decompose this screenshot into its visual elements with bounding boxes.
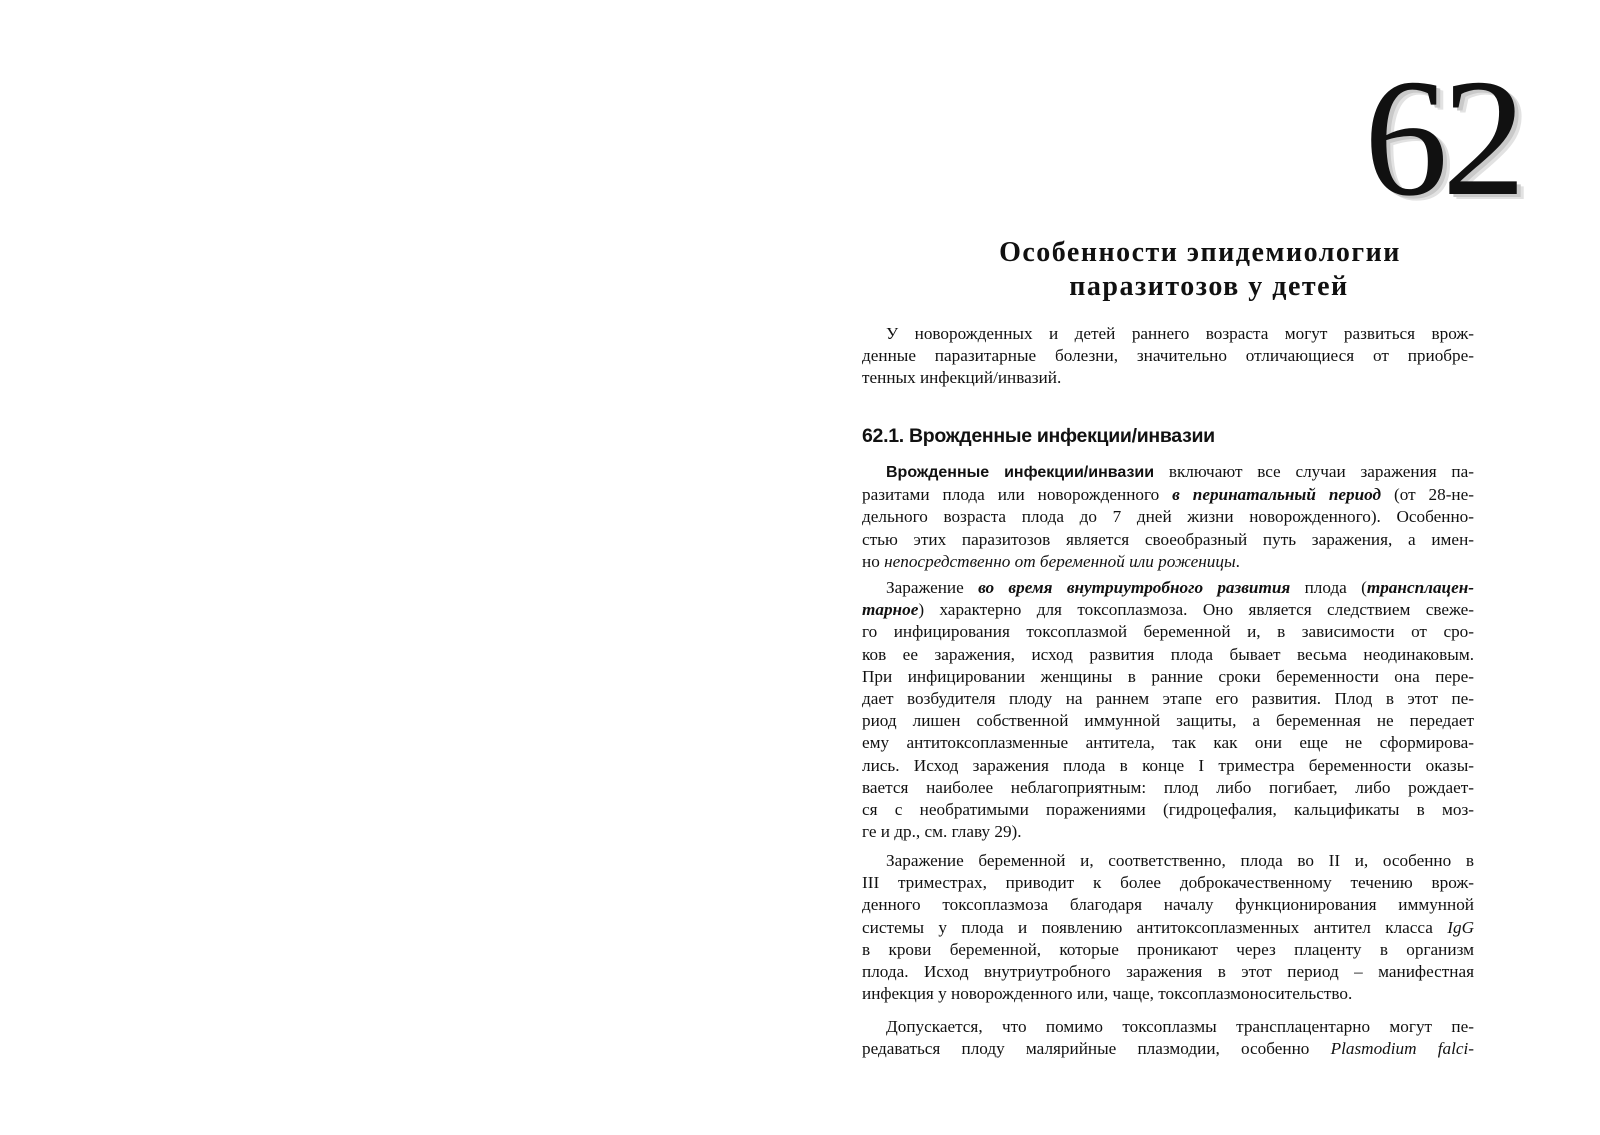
text-line: III триместрах, приводит к более доброкачественному течению врож-	[862, 873, 1474, 893]
text-line	[862, 461, 1474, 484]
text-line	[862, 599, 1474, 621]
chapter-title-line-1: Особенности эпидемиологии	[999, 237, 1401, 268]
text-run: .	[1235, 551, 1240, 571]
paragraph-1	[862, 461, 1474, 573]
text-line: денного токсоплазмоза благодаря началу функционирования иммунной	[862, 895, 1474, 915]
text-line: денные паразитарные болезни, значительно отличающиеся от приобре-	[862, 346, 1474, 366]
paragraph-3	[862, 850, 1474, 1005]
text-line: в крови беременной, которые проникают через плаценту в организм	[862, 939, 1474, 959]
text-line: тенных инфекций/инвазий.	[862, 368, 1062, 388]
text-run: разитами плода или новорожденного	[862, 485, 1173, 505]
text-run: редаваться плоду малярийные плазмодии, особенно	[862, 1039, 1331, 1059]
paragraph-2	[862, 577, 1474, 843]
chapter-title	[920, 236, 1480, 304]
text-line: стью этих паразитозов является своеобразный путь заражения, а имен-	[862, 529, 1474, 549]
bold-term: Врожденные инфекции/инвазии	[886, 464, 1155, 481]
bold-italic-term: в перинатальный период	[1172, 485, 1382, 505]
section-heading: 62.1. Врожденные инфекции/инвазии	[862, 425, 1215, 447]
text-line: У новорожденных и детей раннего возраста могут развиться врож-	[886, 324, 1474, 343]
text-line	[862, 484, 1474, 506]
text-line: ся с необратимыми поражениями (гидроцефалия, кальцификаты в моз-	[862, 800, 1474, 820]
text-run: (от 28-не-	[1381, 485, 1474, 505]
paragraph-4	[862, 1016, 1474, 1060]
text-line	[862, 1038, 1474, 1060]
text-line: инфекция у новорожденного или, чаще, токсоплазмоносительство.	[862, 984, 1353, 1004]
chapter-number: 62	[1364, 45, 1520, 231]
text-run: включают все случаи заражения па-	[1154, 462, 1474, 481]
text-line	[862, 577, 1474, 599]
chapter-title-line-2: паразитозов у детей	[1069, 271, 1349, 302]
text-run: ) характерно для токсоплазмоза. Оно является следствием свеже-	[918, 600, 1474, 620]
text-run: Заражение	[886, 578, 979, 597]
text-run: но	[862, 551, 885, 571]
text-line: лись. Исход заражения плода в конце I триместра беременности оказы-	[862, 755, 1474, 775]
bold-italic-term: тарное	[862, 600, 919, 620]
text-line: ков ее заражения, исход развития плода бывает весьма неодинаковым.	[862, 644, 1474, 664]
bold-italic-term: трансплацен-	[1366, 578, 1474, 597]
italic-phrase: непосредственно от беременной или роженицы	[884, 551, 1236, 571]
text-line: вается наиболее неблагоприятным: плод либо погибает, либо рождает-	[862, 777, 1474, 797]
text-line: Допускается, что помимо токсоплазмы трансплацентарно могут пе-	[886, 1017, 1474, 1036]
text-line	[862, 551, 1474, 573]
text-line: При инфицировании женщины в ранние сроки беременности она пере-	[862, 666, 1474, 686]
bold-italic-term: во время внутриутробного развития	[978, 578, 1291, 597]
text-line: плода. Исход внутриутробного заражения в этот период – манифестная	[862, 962, 1474, 982]
intro-paragraph	[862, 323, 1474, 390]
text-line: ему антитоксоплазменные антитела, так как они еще не сформирова-	[862, 733, 1474, 753]
text-line: го инфицирования токсоплазмой беременной и, в зависимости от сро-	[862, 622, 1474, 642]
text-line: дает возбудителя плоду на раннем этапе его развития. Плод в этот пе-	[862, 689, 1474, 709]
text-line: Заражение беременной и, соответственно, плода во II и, особенно в	[886, 851, 1474, 870]
text-run: системы у плода и появлению антитоксоплазменных антител класса	[862, 917, 1448, 937]
right-page	[800, 0, 1600, 1135]
text-run: плода (	[1290, 578, 1367, 597]
text-line	[862, 917, 1474, 939]
text-line: риод лишен собственной иммунной защиты, а беременная не передает	[862, 711, 1474, 731]
text-line: дельного возраста плода до 7 дней жизни новорожденного). Особенно-	[862, 507, 1474, 527]
italic-term: IgG	[1447, 917, 1474, 937]
italic-term: Plasmodium falci-	[1330, 1039, 1474, 1059]
text-line: ге и др., см. главу 29).	[862, 822, 1022, 842]
